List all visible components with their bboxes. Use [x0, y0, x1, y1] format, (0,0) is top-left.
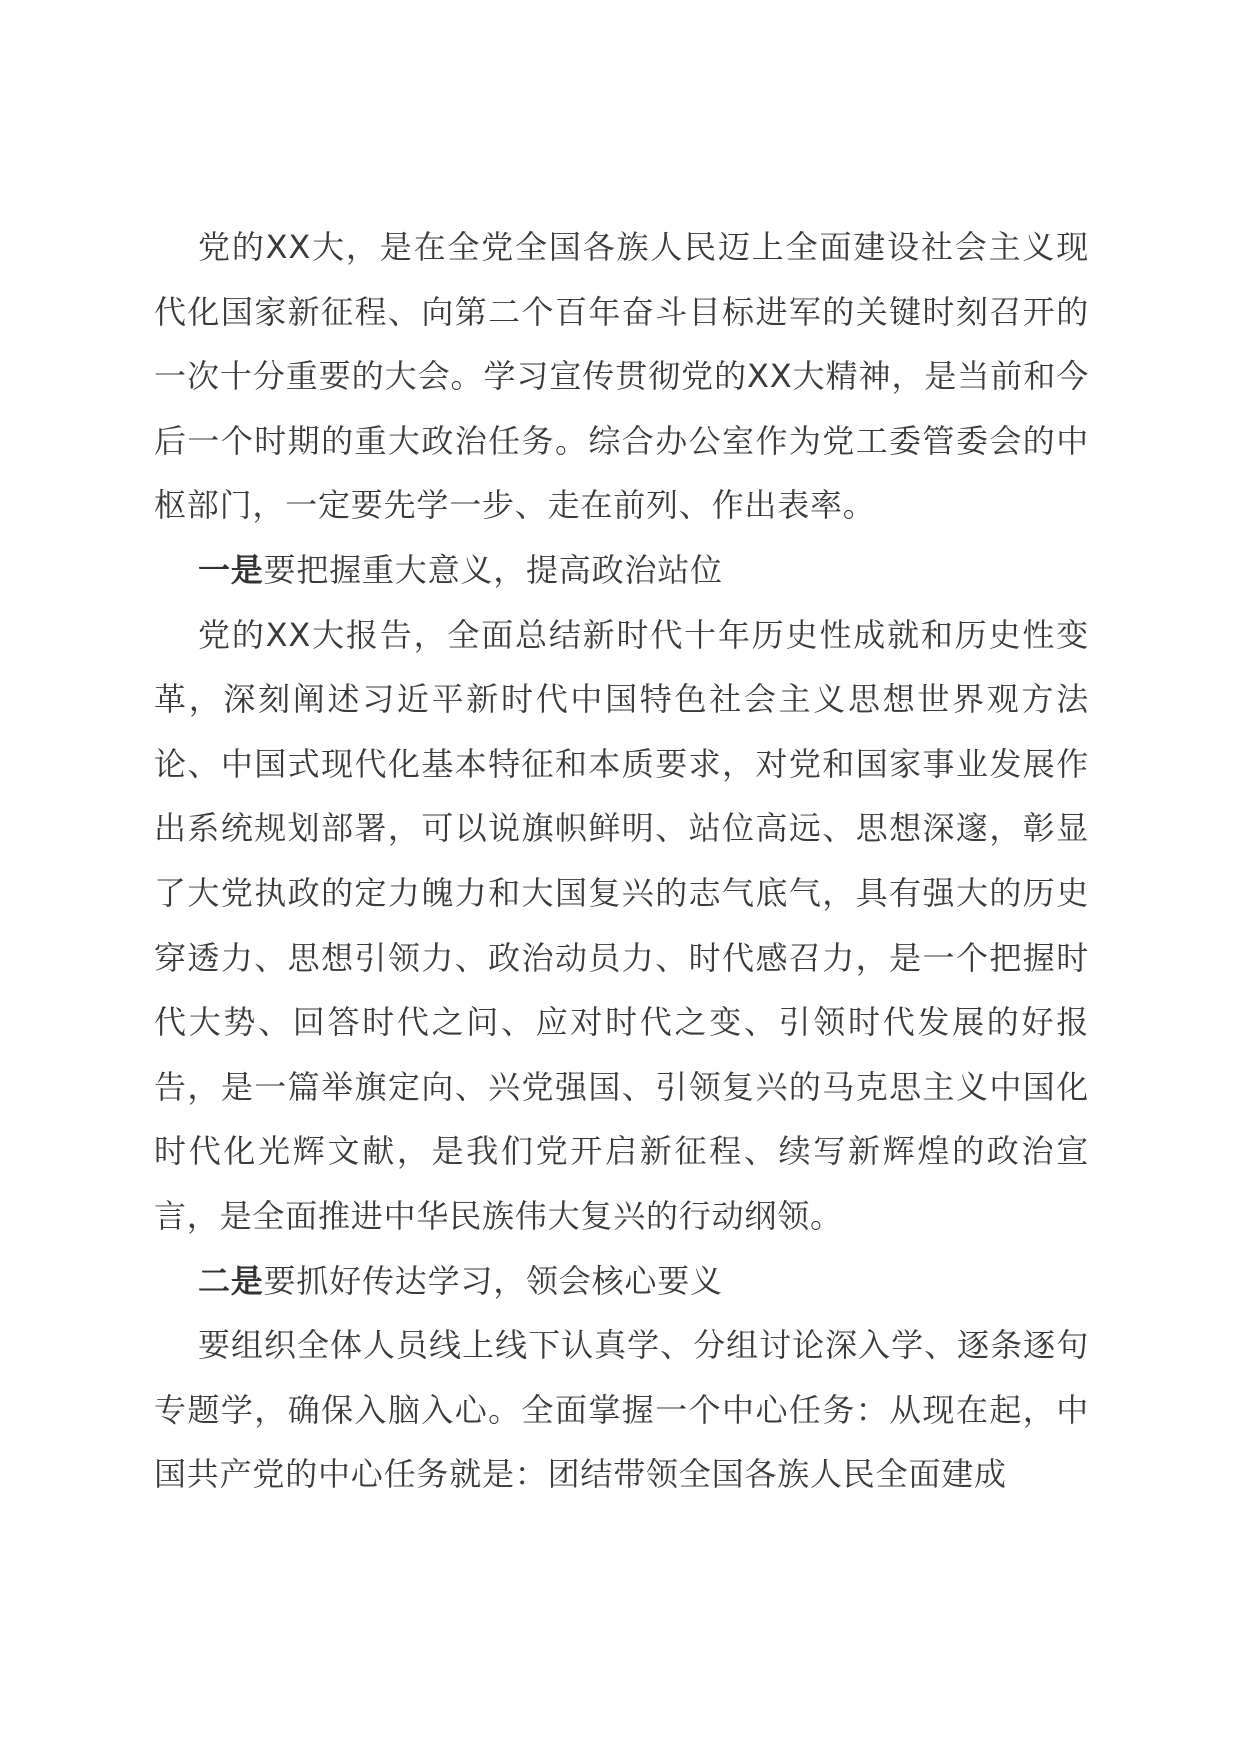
document-body: [154, 215, 1089, 1507]
section-heading-1-lead: 一是: [198, 550, 264, 589]
section-heading-2: [154, 1249, 1089, 1314]
section-heading-1: [154, 538, 1089, 603]
section-heading-2-title: 要抓好传达学习，领会核心要义: [263, 1261, 723, 1300]
section-heading-1-title: 要把握重大意义，提高政治站位: [263, 550, 723, 589]
section-heading-2-lead: 二是: [198, 1261, 264, 1300]
intro-paragraph: 党的XX大，是在全党全国各族人民迈上全面建设社会主义现代化国家新征程、向第二个百年奋斗目标进军的关键时刻召开的一次十分重要的大会。学习宣传贯彻党的XX大精神，是当前和今后一个时期的重大政治任务。综合办公室作为党工委管委会的中枢部门，一定要先学一步、走在前列、作出表率。: [154, 228, 1089, 525]
section-2-paragraph: 要组织全体人员线上线下认真学、分组讨论深入学、逐条逐句专题学，确保入脑入心。全面掌握一个中心任务：从现在起，中国共产党的中心任务就是：团结带领全国各族人民全面建成: [154, 1326, 1089, 1494]
section-1-paragraph: 党的XX大报告，全面总结新时代十年历史性成就和历史性变革，深刻阐述习近平新时代中国特色社会主义思想世界观方法论、中国式现代化基本特征和本质要求，对党和国家事业发展作出系统规划部署，可以说旗帜鲜明、站位高远、思想深邃，彰显了大党执政的定力魄力和大国复兴的志气底气，具有强大的历史穿透力、思想引领力、政治动员力、时代感召力，是一个把握时代大势、回答时代之问、应对时代之变、引领时代发展的好报告，是一篇举旗定向、兴党强国、引领复兴的马克思主义中国化时代化光辉文献，是我们党开启新征程、续写新辉煌的政治宣言，是全面推进中华民族伟大复兴的行动纲领。: [154, 615, 1089, 1235]
